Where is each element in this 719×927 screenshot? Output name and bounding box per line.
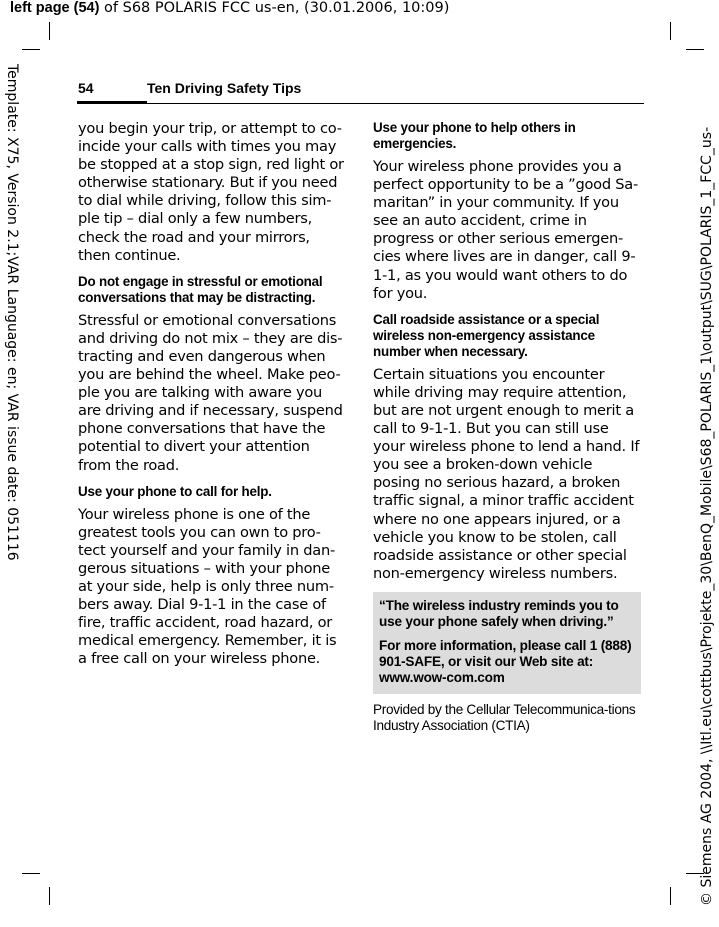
section-body: Your wireless phone is one of the greatest tools you can own to pro-tect yourself and your family in dan-gerous situations – with your phone at your side, help is only three num-bers away. Dial 9-1-1 in the case of fire, traffic accident, road hazard, or medical emergency. Remember, it is a free call on your wireless phone. [78, 505, 337, 668]
page-number: 54 [78, 80, 94, 96]
crop-mark [49, 887, 50, 905]
crop-mark [22, 873, 40, 874]
section-body: Stressful or emotional conversations and driving do not mix – they are dis-tracting and even dangerous when you are behind the wheel. Make peo-ple you are talking with aware you are driving and if necessary, suspend phone conversations that have the potential to divert your attention from the road. [78, 311, 343, 474]
callout-quote: “The wireless industry reminds you to use your phone safely when driving.” [379, 597, 619, 629]
section-heading: Do not engage in stressful or emotional conversations that may be distracting. [78, 273, 323, 305]
print-header-info: of S68 POLARIS FCC us-en, (30.01.2006, 10:09) [99, 0, 450, 16]
copyright-vertical [697, 0, 719, 927]
section-body: Certain situations you encounter while driving may require attention, but are not urgent enough to merit a call to 9-1-1. But you can still use your wireless phone to lend a hand. If you see a broken-down vehicle posing no serious hazard, a broken traffic signal, a minor traffic accident where no one appears injured, or a vehicle you know to be stolen, call roadside assistance or other special non-emergency wireless numbers. [373, 365, 640, 582]
print-header [10, 0, 449, 16]
section-body: Your wireless phone provides you a perfect opportunity to be a ”good Sa-maritan” in your community. If you see an auto accident, crime in progress or other serious emergen-cies where lives are in danger, call 9-1-1, as you would want others to do for you. [373, 158, 638, 302]
crop-mark [22, 49, 40, 50]
print-header-page: left page (54) [10, 0, 100, 16]
intro-paragraph: you begin your trip, or attempt to co-incide your calls with times you may be stopped at a stop sign, red light or otherwise stationary. But if you need to dial while driving, follow this sim-ple tip – dial only a few numbers, check the road and your mirrors, then continue. [78, 120, 344, 264]
right-column [373, 120, 641, 734]
section-heading: Use your phone to call for help. [78, 483, 272, 499]
credit-note: Provided by the Cellular Telecommunica-tions Industry Association (CTIA) [373, 701, 636, 733]
section-heading: Use your phone to help others in emergencies. [373, 120, 576, 151]
template-info-vertical [0, 64, 20, 561]
callout-info: For more information, please call 1 (888) 901-SAFE, or visit our Web site at: www.wow-com.com [379, 637, 632, 685]
page-title: Ten Driving Safety Tips [147, 80, 302, 96]
header-rule [147, 103, 644, 104]
crop-mark [49, 22, 50, 40]
crop-mark [670, 22, 671, 40]
template-info-text: Template: X75, Version 2.1;VAR Language: en; VAR issue date: 051116 [4, 64, 20, 561]
info-callout [373, 592, 641, 694]
crop-mark [670, 887, 671, 905]
copyright-text: © Siemens AG 2004, \\Itl.eu\cottbus\Projekte_30\BenQ_Mobile\S68_POLARIS_1\output\SUG\POLARIS_1_FCC_us- [699, 126, 715, 906]
header-rule-thick [77, 101, 147, 104]
section-heading: Call roadside assistance or a special wireless non-emergency assistance number when necessary. [373, 311, 600, 359]
left-column [78, 120, 346, 677]
